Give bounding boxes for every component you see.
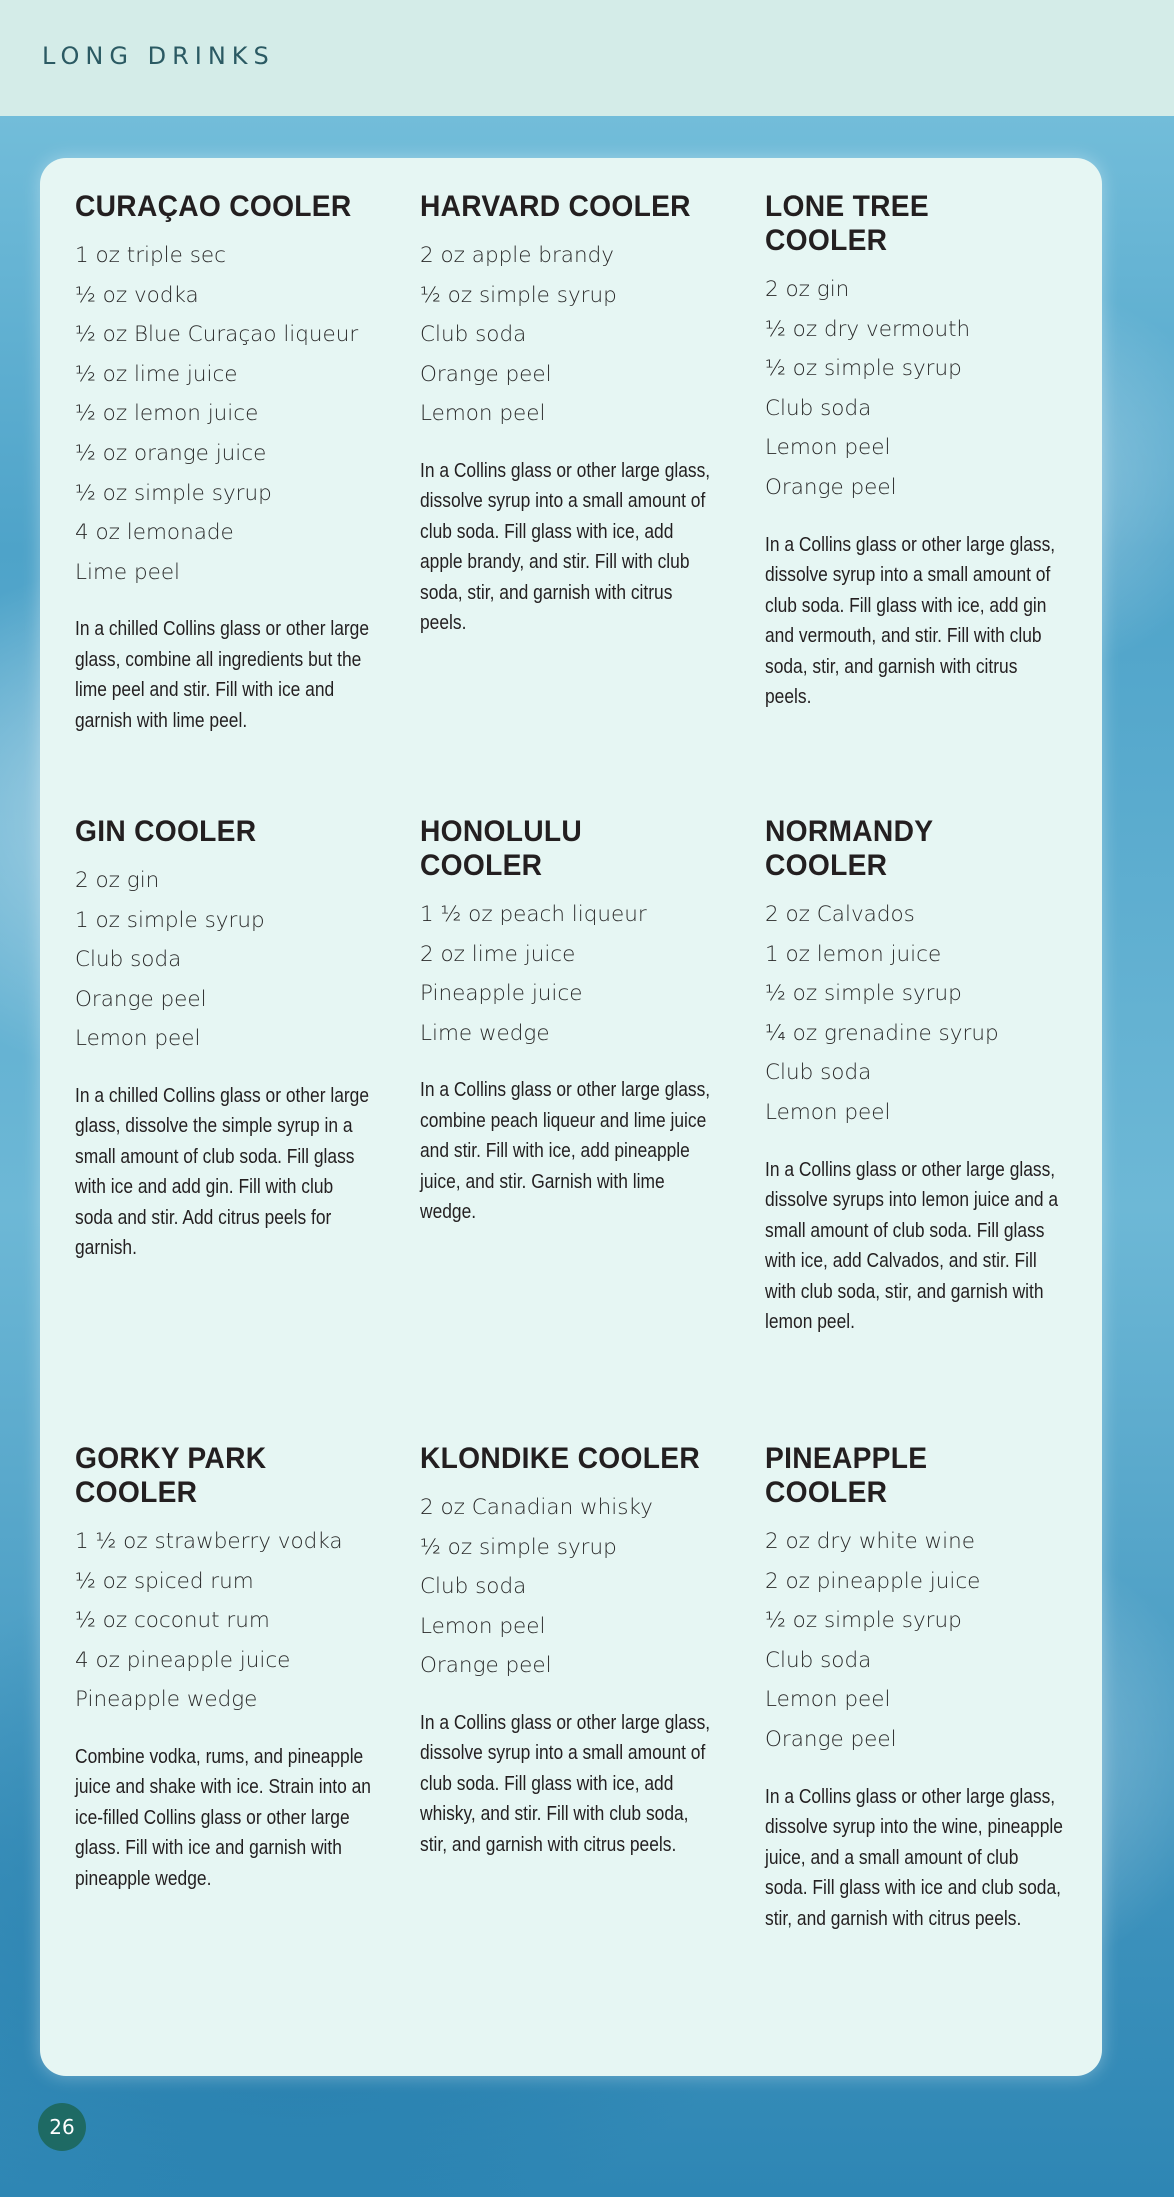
ingredient: 4 oz lemonade — [75, 520, 234, 546]
ingredient: 1 oz simple syrup — [75, 907, 265, 933]
ingredient: ½ oz Blue Curaçao liqueur — [75, 322, 359, 348]
ingredient: Club soda — [765, 1060, 872, 1086]
ingredient-list — [765, 270, 1065, 508]
ingredient: 2 oz pineapple juice — [765, 1568, 981, 1594]
ingredient: ½ oz simple syrup — [765, 981, 962, 1007]
ingredient: Pineapple wedge — [75, 1687, 258, 1713]
ingredient: Club soda — [75, 947, 182, 973]
ingredient: ½ oz dry vermouth — [765, 316, 971, 342]
recipe-gin-cooler — [75, 815, 375, 1264]
ingredient: ½ oz simple syrup — [420, 1534, 617, 1560]
recipe-title: HONOLULU COOLER — [420, 815, 583, 882]
ingredient: 1 oz lemon juice — [765, 941, 942, 967]
recipe-title: LONE TREE COOLER — [765, 190, 929, 257]
ingredient: Lemon peel — [765, 1099, 891, 1125]
ingredient-list — [75, 236, 375, 592]
ingredient: ½ oz lime juice — [75, 361, 238, 387]
ingredient-list — [765, 1522, 1065, 1760]
ingredient: Lemon peel — [765, 435, 891, 461]
ingredient: Lemon peel — [420, 401, 546, 427]
ingredient: ½ oz spiced rum — [75, 1568, 254, 1594]
ingredient: ½ oz simple syrup — [765, 356, 962, 382]
recipe-curacao-cooler — [75, 190, 375, 736]
ingredient: Orange peel — [765, 1726, 897, 1752]
ingredient: Club soda — [765, 1647, 872, 1673]
ingredient: ½ oz coconut rum — [75, 1608, 270, 1634]
ingredient: Orange peel — [765, 474, 897, 500]
ingredient: ½ oz simple syrup — [420, 282, 617, 308]
ingredient: Pineapple juice — [420, 981, 583, 1007]
ingredient-list — [75, 1522, 375, 1720]
recipe-title: PINEAPPLE COOLER — [765, 1442, 928, 1509]
ingredient: Lime wedge — [420, 1020, 550, 1046]
ingredient: ½ oz simple syrup — [75, 480, 272, 506]
recipe-harvard-cooler — [420, 190, 720, 639]
ingredient: 2 oz Canadian whisky — [420, 1495, 653, 1520]
recipe-title: HARVARD COOLER — [420, 190, 691, 223]
ingredient: Club soda — [420, 1574, 527, 1600]
recipe-title: CURAÇAO COOLER — [75, 190, 352, 223]
recipe-method: In a Collins glass or other large glass, combine peach liqueur and lime juice and stir. Fill with ice, add pineapple juice, and stir. Garnish with lime wedge. — [420, 1079, 711, 1224]
ingredient: ¼ oz grenadine syrup — [765, 1020, 999, 1046]
recipe-normandy-cooler — [765, 815, 1065, 1338]
ingredient: ½ oz orange juice — [75, 440, 267, 466]
ingredient-list — [420, 1488, 720, 1686]
recipe-lone-tree-cooler — [765, 190, 1065, 713]
recipe-title: GORKY PARK COOLER — [75, 1442, 267, 1509]
ingredient: 1 ½ oz strawberry vodka — [75, 1529, 343, 1554]
recipe-method: Combine vodka, rums, and pineapple juice and shake with ice. Strain into an ice-filled Collins glass or other large glass. Fill with ice and garnish with pineapple wedge. — [75, 1745, 371, 1890]
ingredient: 4 oz pineapple juice — [75, 1647, 291, 1673]
recipe-title: NORMANDY COOLER — [765, 815, 933, 882]
ingredient: Orange peel — [75, 986, 207, 1012]
recipe-method: In a chilled Collins glass or other large glass, combine all ingredients but the lime peel and stir. Fill with ice and garnish with lime peel. — [75, 618, 370, 732]
ingredient: Lemon peel — [75, 1026, 201, 1052]
ingredient: Lemon peel — [765, 1687, 891, 1713]
recipe-method: In a chilled Collins glass or other large glass, dissolve the simple syrup in a small amount of club soda. Fill glass with ice and add gin. Fill with club soda and stir. Add citrus peels for garnish. — [75, 1084, 370, 1260]
ingredient: ½ oz vodka — [75, 282, 199, 308]
ingredient: Club soda — [420, 322, 527, 348]
recipe-title: KLONDIKE COOLER — [420, 1442, 700, 1475]
ingredient: 2 oz dry white wine — [765, 1529, 975, 1554]
ingredient-list — [420, 236, 720, 434]
recipe-method: In a Collins glass or other large glass, dissolve syrup into a small amount of club soda. Fill glass with ice, add apple brandy, and stir. Fill with club soda, stir, and garnish with citrus peels. — [420, 459, 711, 635]
ingredient: Orange peel — [420, 361, 552, 387]
ingredient: 2 oz lime juice — [420, 941, 576, 967]
section-title: LONG DRINKS — [42, 42, 275, 70]
ingredient: ½ oz simple syrup — [765, 1608, 962, 1634]
page-number: 26 — [38, 2103, 86, 2151]
recipe-honolulu-cooler — [420, 815, 720, 1228]
recipe-method: In a Collins glass or other large glass, dissolve syrup into a small amount of club soda. Fill glass with ice, add gin and vermouth, and stir. Fill with club soda, stir, and garnish with citrus peels. — [765, 533, 1056, 709]
recipe-gorky-park-cooler — [75, 1442, 375, 1894]
ingredient: 2 oz apple brandy — [420, 243, 614, 268]
ingredient-list — [420, 895, 720, 1053]
ingredient: 1 ½ oz peach liqueur — [420, 902, 647, 927]
ingredient: 2 oz Calvados — [765, 902, 915, 927]
recipe-method: In a Collins glass or other large glass, dissolve syrup into a small amount of club soda. Fill glass with ice, add whisky, and stir. Fill with club soda, stir, and garnish with citrus peels. — [420, 1711, 711, 1856]
ingredient: 2 oz gin — [765, 277, 850, 302]
ingredient: Lime peel — [75, 559, 181, 585]
ingredient-list — [765, 895, 1065, 1133]
ingredient: Orange peel — [420, 1653, 552, 1679]
recipe-pineapple-cooler — [765, 1442, 1065, 1934]
recipe-method: In a Collins glass or other large glass, dissolve syrups into lemon juice and a small amount of club soda. Fill glass with ice, add Calvados, and stir. Fill with club soda, stir, and garnish with lemon peel. — [765, 1158, 1059, 1334]
header-band — [0, 0, 1174, 116]
ingredient: ½ oz lemon juice — [75, 401, 259, 427]
recipe-klondike-cooler — [420, 1442, 720, 1860]
ingredient-list — [75, 861, 375, 1059]
ingredient: Club soda — [765, 395, 872, 421]
recipe-method: In a Collins glass or other large glass, dissolve syrup into the wine, pineapple juice, and a small amount of club soda. Fill glass with ice and club soda, stir, and garnish with citrus peels. — [765, 1785, 1063, 1930]
ingredient: Lemon peel — [420, 1613, 546, 1639]
ingredient: 2 oz gin — [75, 868, 160, 893]
recipe-title: GIN COOLER — [75, 815, 257, 848]
ingredient: 1 oz triple sec — [75, 243, 226, 268]
